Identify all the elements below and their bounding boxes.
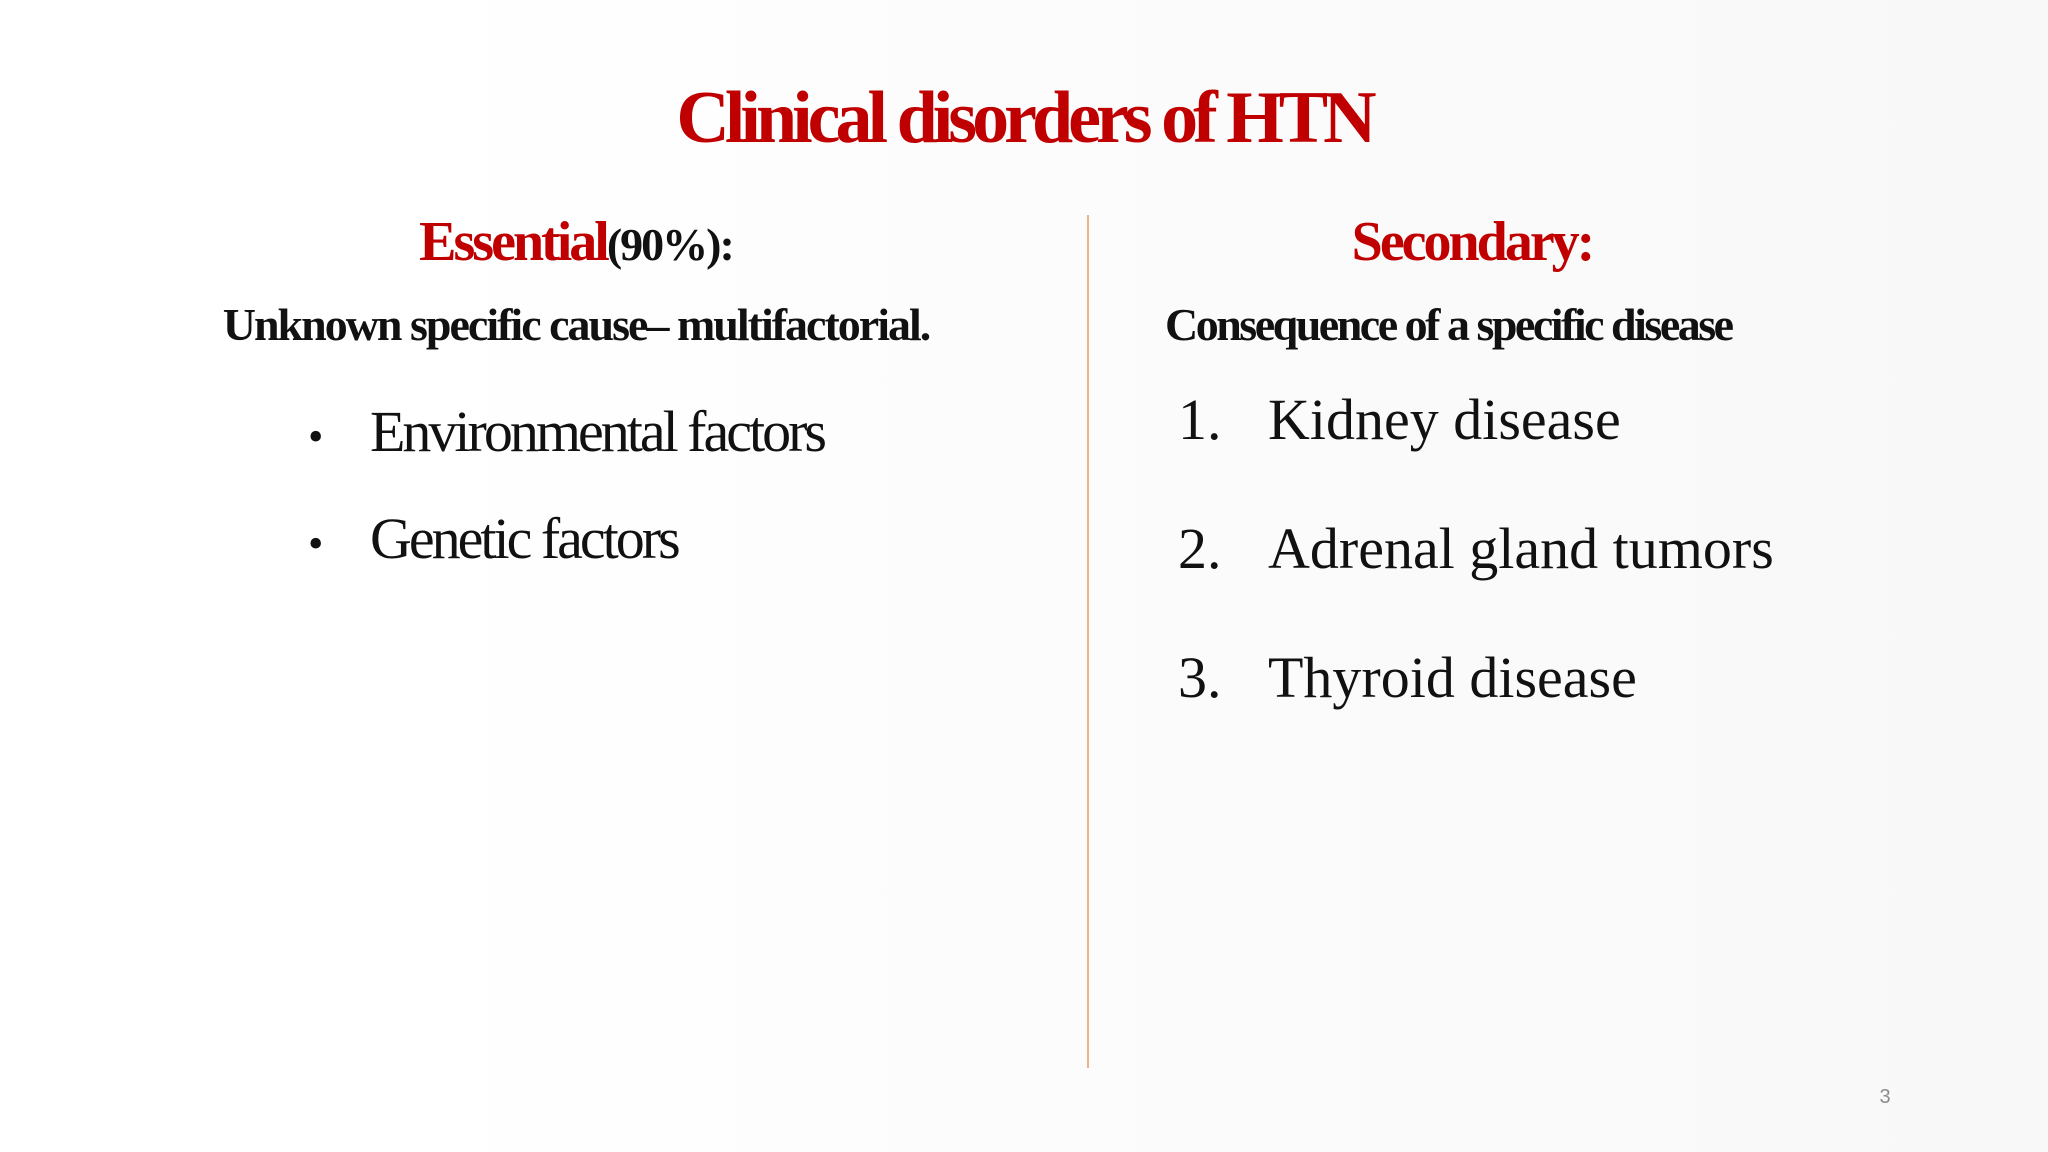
bullet-marker: • bbox=[308, 412, 324, 461]
item-text: Adrenal gland tumors bbox=[1268, 516, 1774, 581]
secondary-heading: Secondary: bbox=[1351, 211, 1593, 273]
item-number: 1. bbox=[1178, 387, 1222, 452]
list-item bbox=[308, 507, 824, 614]
bullet-text: Genetic factors bbox=[370, 506, 678, 571]
list-item bbox=[1178, 517, 1774, 646]
secondary-numbered-list bbox=[1178, 388, 1774, 775]
list-item bbox=[308, 400, 824, 507]
list-item bbox=[1178, 388, 1774, 517]
page-number: 3 bbox=[1879, 1086, 1891, 1108]
essential-subheading: Unknown specific cause– multifactorial. bbox=[222, 299, 930, 350]
essential-heading bbox=[0, 212, 1152, 274]
item-text: Thyroid disease bbox=[1268, 645, 1637, 710]
essential-heading-label: Essential bbox=[419, 211, 607, 273]
secondary-subheading: Consequence of a specific disease bbox=[1165, 299, 1732, 350]
item-text: Kidney disease bbox=[1268, 387, 1621, 452]
bullet-marker: • bbox=[308, 519, 324, 568]
item-number: 2. bbox=[1178, 516, 1222, 581]
list-item bbox=[1178, 646, 1774, 775]
essential-heading-percent: (90%): bbox=[606, 219, 733, 270]
slide-title: Clinical disorders of HTN bbox=[676, 77, 1372, 159]
essential-bullet-list bbox=[308, 400, 824, 614]
item-number: 3. bbox=[1178, 645, 1222, 710]
bullet-text: Environmental factors bbox=[370, 399, 824, 464]
